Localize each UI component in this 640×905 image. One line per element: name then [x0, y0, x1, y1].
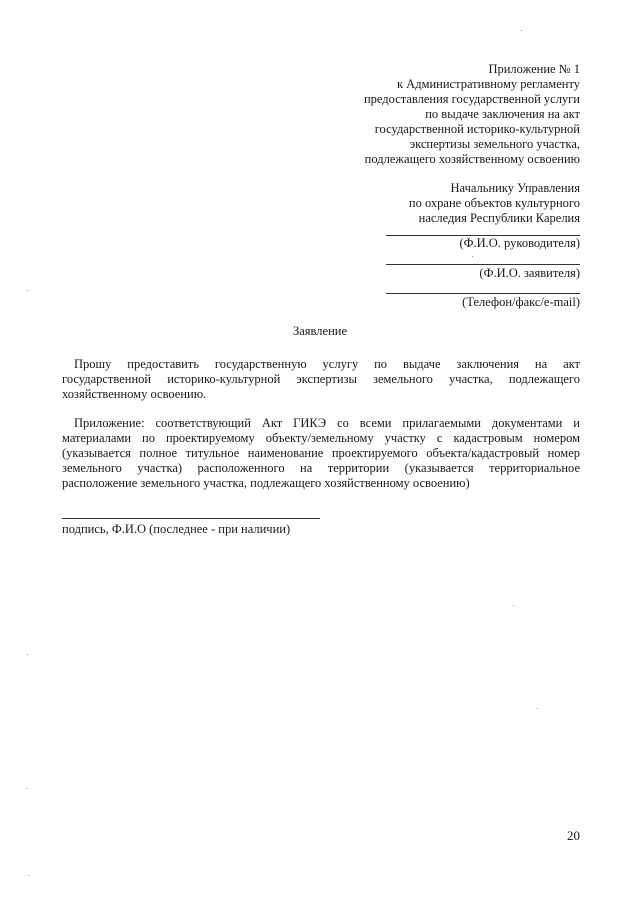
scan-speck [26, 788, 27, 789]
paragraph-line: земельного участка) расположенного на территории (указывается территориальное [62, 461, 580, 475]
paragraph-line: Приложение: соответствующий Акт ГИКЭ со всеми прилагаемыми документами и [74, 416, 580, 430]
appendix-header [260, 62, 580, 167]
scan-speck [472, 256, 473, 257]
request-paragraph [62, 357, 580, 402]
scan-speck [28, 875, 29, 876]
addressee-line: по охране объектов культурного [408, 196, 580, 210]
header-line: подлежащего хозяйственному освоению [364, 152, 580, 166]
header-line: государственной историко-культурной [374, 122, 580, 136]
paragraph-line: Прошу предоставить государственную услугу по выдаче заключения на акт [74, 357, 580, 371]
scan-speck [27, 290, 28, 291]
contacts-caption: (Телефон/факс/e-mail) [462, 295, 580, 309]
addressee-block [260, 181, 580, 226]
header-line: к Административному регламенту [396, 77, 580, 91]
page-number: 20 [567, 828, 580, 843]
signature-line [62, 518, 320, 519]
attachment-paragraph [62, 416, 580, 491]
header-line: экспертизы земельного участка, [409, 137, 580, 151]
head-name-caption: (Ф.И.О. руководителя) [459, 236, 580, 250]
header-line: Приложение № 1 [488, 62, 580, 76]
contacts-line [386, 293, 580, 294]
paragraph-line: расположение земельного участка, подлежащего хозяйственному освоению) [62, 476, 470, 490]
scan-speck [27, 654, 28, 655]
addressee-line: наследия Республики Карелия [418, 211, 580, 225]
scan-speck [537, 708, 538, 709]
paragraph-line: материалами по проектируемому объекту/земельному участку с кадастровым номером [62, 431, 580, 445]
header-line: предоставления государственной услуги [363, 92, 580, 106]
header-line: по выдаче заключения на акт [425, 107, 580, 121]
signature-caption: подпись, Ф.И.О (последнее - при наличии) [62, 522, 291, 536]
applicant-name-caption: (Ф.И.О. заявителя) [479, 266, 580, 280]
document-title: Заявление [292, 324, 347, 338]
addressee-line: Начальнику Управления [450, 181, 580, 195]
paragraph-line: (указывается полное титульное наименование проектируемого объекта/кадастровый номер [62, 446, 580, 460]
scan-speck [513, 605, 514, 606]
paragraph-line: хозяйственному освоению. [62, 387, 207, 401]
scan-speck [521, 30, 522, 31]
applicant-name-line [386, 264, 580, 265]
paragraph-line: государственной историко-культурной экспертизы земельного участка, подлежащего [62, 372, 580, 386]
